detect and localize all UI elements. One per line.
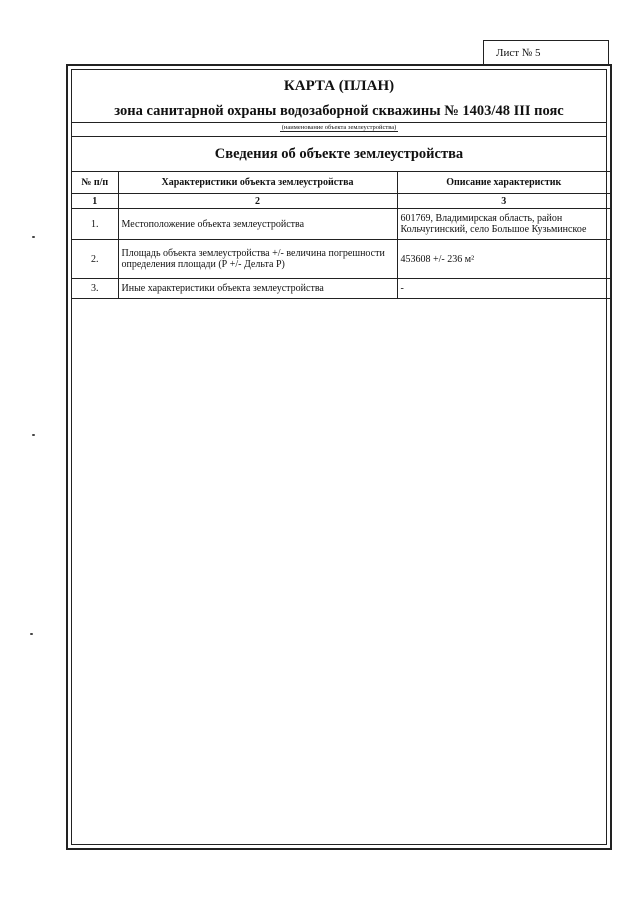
row-number: 2. (72, 240, 118, 279)
table-row (72, 279, 610, 299)
object-caption: (наименование объекта землеустройства) (281, 124, 397, 131)
document-title: КАРТА (ПЛАН) (283, 78, 395, 94)
row-characteristic: Площадь объекта землеустройства +/- величина погрешности определения площади (Р +/- Дельта Р) (118, 240, 397, 279)
scan-speck (30, 633, 33, 635)
table-header-row (72, 172, 610, 194)
scan-speck (32, 434, 35, 436)
document-frame (66, 64, 612, 850)
sheet-number-box (483, 40, 609, 64)
header-description: Описание характеристик (397, 172, 610, 194)
row-number: 3. (72, 279, 118, 299)
document-subtitle: зона санитарной охраны водозаборной скважины № 1403/48 III пояс (114, 103, 564, 119)
row-characteristic: Местоположение объекта землеустройства (118, 209, 397, 240)
scan-speck (32, 236, 35, 238)
column-number: 2 (118, 194, 397, 209)
column-number: 1 (72, 194, 118, 209)
table-row (72, 209, 610, 240)
row-description: - (397, 279, 610, 299)
section-title: Сведения об объекте землеустройства (214, 146, 464, 162)
row-description: 453608 +/- 236 м² (397, 240, 610, 279)
header-characteristic: Характеристики объекта землеустройства (118, 172, 397, 194)
row-description: 601769, Владимирская область, район Кольчугинский, село Большое Кузьминское (397, 209, 610, 240)
header-number: № п/п (72, 172, 118, 194)
row-number: 1. (72, 209, 118, 240)
sheet-number: Лист № 5 (496, 46, 541, 59)
row-characteristic: Иные характеристики объекта землеустройства (118, 279, 397, 299)
characteristics-table (72, 171, 610, 299)
object-caption-wrap (72, 123, 606, 132)
column-number-row (72, 194, 610, 209)
table-row (72, 240, 610, 279)
divider (72, 136, 606, 137)
document-inner-frame (71, 69, 607, 845)
column-number: 3 (397, 194, 610, 209)
